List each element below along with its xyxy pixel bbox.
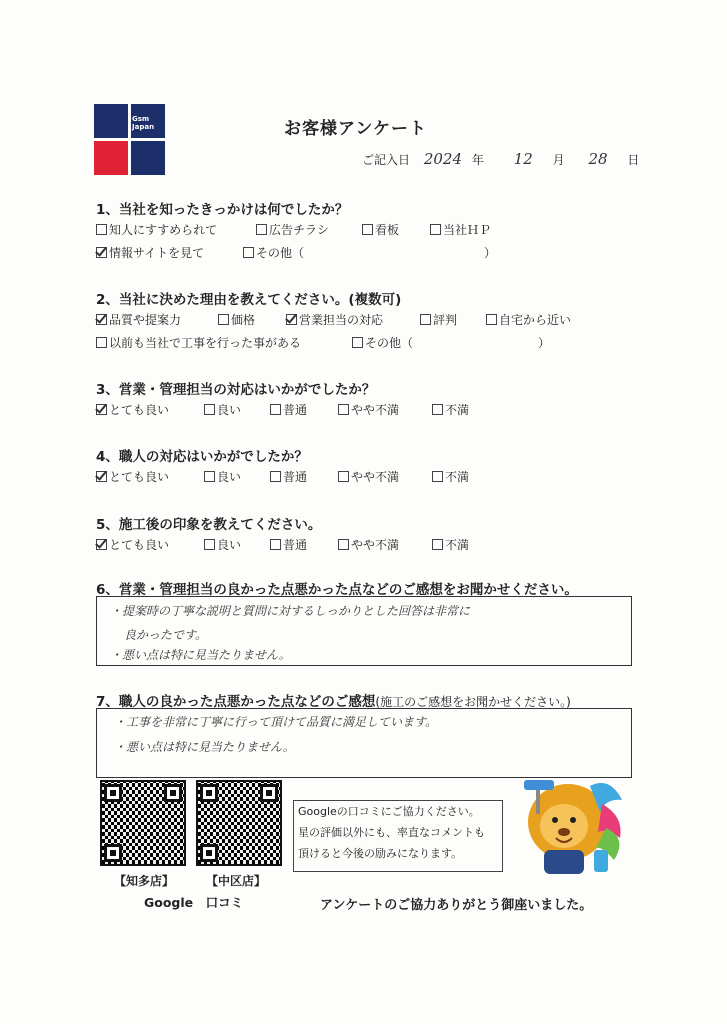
q5-option-very-good[interactable]: とても良い — [96, 536, 169, 553]
checkbox[interactable] — [270, 471, 281, 482]
year-unit: 年 — [471, 153, 484, 167]
q5-option-good[interactable]: 良い — [204, 536, 241, 553]
q5-option-dissatisfied[interactable]: 不満 — [432, 536, 469, 553]
q2-option-previous-work[interactable]: 以前も当社で工事を行った事がある — [96, 334, 301, 351]
checkbox[interactable] — [430, 224, 441, 235]
q2-option-near-home[interactable]: 自宅から近い — [486, 311, 571, 328]
checkbox[interactable] — [432, 404, 443, 415]
q3-option-very-good[interactable]: とても良い — [96, 401, 169, 418]
google-review-label: Google 口コミ — [144, 895, 244, 910]
day-unit: 日 — [627, 153, 640, 167]
q2-option-quality[interactable]: 品質や提案力 — [96, 311, 181, 328]
q2-option-reputation[interactable]: 評判 — [420, 311, 457, 328]
q3-option-dissatisfied[interactable]: 不満 — [432, 401, 469, 418]
checkbox[interactable] — [420, 314, 431, 325]
company-logo — [94, 104, 166, 176]
checkbox[interactable] — [352, 337, 363, 348]
checkbox-checked[interactable] — [96, 471, 107, 482]
q7-comment-line2: ・悪い点は特に見当たりません。 — [114, 740, 295, 754]
checkbox-checked[interactable] — [286, 314, 297, 325]
q3-option-good[interactable]: 良い — [204, 401, 241, 418]
checkbox[interactable] — [243, 247, 254, 258]
checkbox[interactable] — [96, 337, 107, 348]
checkbox[interactable] — [256, 224, 267, 235]
checkbox-checked[interactable] — [96, 314, 107, 325]
q7-title: 7、職人の良かった点悪かった点などのご感想(施工のご感想をお聞かせください。) — [96, 694, 571, 710]
q2-title: 2、当社に決めた理由を教えてください。(複数可) — [96, 292, 402, 308]
checkbox[interactable] — [362, 224, 373, 235]
checkbox-checked[interactable] — [96, 404, 107, 415]
q7-title-sub: (施工のご感想をお聞かせください。) — [375, 695, 571, 709]
q2-other-close-paren: ） — [538, 336, 551, 350]
thanks-message: アンケートのご協力ありがとう御座いました。 — [320, 898, 593, 913]
qr-code-naka[interactable] — [196, 780, 282, 866]
page-title: お客様アンケート — [284, 119, 427, 139]
q1-option-homepage[interactable]: 当社ＨＰ — [430, 221, 491, 238]
q3-option-somewhat-dissatisfied[interactable]: やや不満 — [338, 401, 399, 418]
q6-comment-line2: 良かったです。 — [124, 628, 208, 642]
entry-date — [362, 150, 639, 168]
logo-text-gsm: Gsm — [132, 115, 150, 123]
q4-title: 4、職人の対応はいかがでしたか？ — [96, 449, 308, 465]
q4-option-dissatisfied[interactable]: 不満 — [432, 468, 469, 485]
q2-option-price[interactable]: 価格 — [218, 311, 255, 328]
date-year: 2024 — [423, 150, 463, 168]
q3-option-normal[interactable]: 普通 — [270, 401, 307, 418]
q2-option-sales-rep[interactable]: 営業担当の対応 — [286, 311, 383, 328]
checkbox[interactable] — [270, 539, 281, 550]
date-day: 28 — [588, 150, 608, 168]
checkbox[interactable] — [338, 539, 349, 550]
q1-title: 1、当社を知ったきっかけは何でしたか？ — [96, 202, 349, 218]
q2-option-other[interactable]: その他（ — [352, 334, 413, 351]
date-label: ご記入日 — [362, 153, 411, 167]
checkbox[interactable] — [204, 471, 215, 482]
q1-option-acquaintance[interactable]: 知人にすすめられて — [96, 221, 217, 238]
qr-label-naka: 【中区店】 — [206, 874, 267, 888]
q1-option-info-site[interactable]: 情報サイトを見て — [96, 244, 204, 261]
q4-option-normal[interactable]: 普通 — [270, 468, 307, 485]
checkbox-checked[interactable] — [96, 247, 107, 258]
q1-option-other[interactable]: その他（ — [243, 244, 304, 261]
checkbox[interactable] — [96, 224, 107, 235]
checkbox[interactable] — [270, 404, 281, 415]
q4-option-somewhat-dissatisfied[interactable]: やや不満 — [338, 468, 399, 485]
q6-comment-line1: ・提案時の丁寧な説明と質問に対するしっかりとした回答は非常に — [110, 604, 471, 618]
logo-text-japan: Japan — [132, 123, 155, 131]
q5-option-normal[interactable]: 普通 — [270, 536, 307, 553]
checkbox[interactable] — [204, 404, 215, 415]
q5-option-somewhat-dissatisfied[interactable]: やや不満 — [338, 536, 399, 553]
qr-label-chita: 【知多店】 — [114, 874, 175, 888]
checkbox[interactable] — [432, 539, 443, 550]
lion-mascot-icon — [510, 776, 628, 878]
checkbox[interactable] — [432, 471, 443, 482]
checkbox[interactable] — [338, 404, 349, 415]
google-review-note: Googleの口コミにご協力ください。 星の評価以外にも、率直なコメントも 頂けると今後の励みになります。 — [293, 800, 503, 872]
checkbox[interactable] — [338, 471, 349, 482]
q3-title: 3、営業・管理担当の対応はいかがでしたか？ — [96, 382, 376, 398]
q4-option-good[interactable]: 良い — [204, 468, 241, 485]
date-month: 12 — [513, 150, 533, 168]
checkbox[interactable] — [486, 314, 497, 325]
q1-option-flyer[interactable]: 広告チラシ — [256, 221, 329, 238]
q1-other-close-paren: ） — [484, 246, 497, 260]
q6-comment-line3: ・悪い点は特に見当たりません。 — [110, 648, 291, 662]
q5-title: 5、施工後の印象を教えてください。 — [96, 517, 322, 533]
q6-title: 6、営業・管理担当の良かった点悪かった点などのご感想をお聞かせください。 — [96, 582, 578, 598]
month-unit: 月 — [552, 153, 565, 167]
qr-code-chita[interactable] — [100, 780, 186, 866]
checkbox[interactable] — [204, 539, 215, 550]
q4-option-very-good[interactable]: とても良い — [96, 468, 169, 485]
q7-comment-line1: ・工事を非常に丁寧に行って頂けて品質に満足しています。 — [114, 715, 438, 729]
checkbox[interactable] — [218, 314, 229, 325]
q1-option-signboard[interactable]: 看板 — [362, 221, 399, 238]
checkbox-checked[interactable] — [96, 539, 107, 550]
